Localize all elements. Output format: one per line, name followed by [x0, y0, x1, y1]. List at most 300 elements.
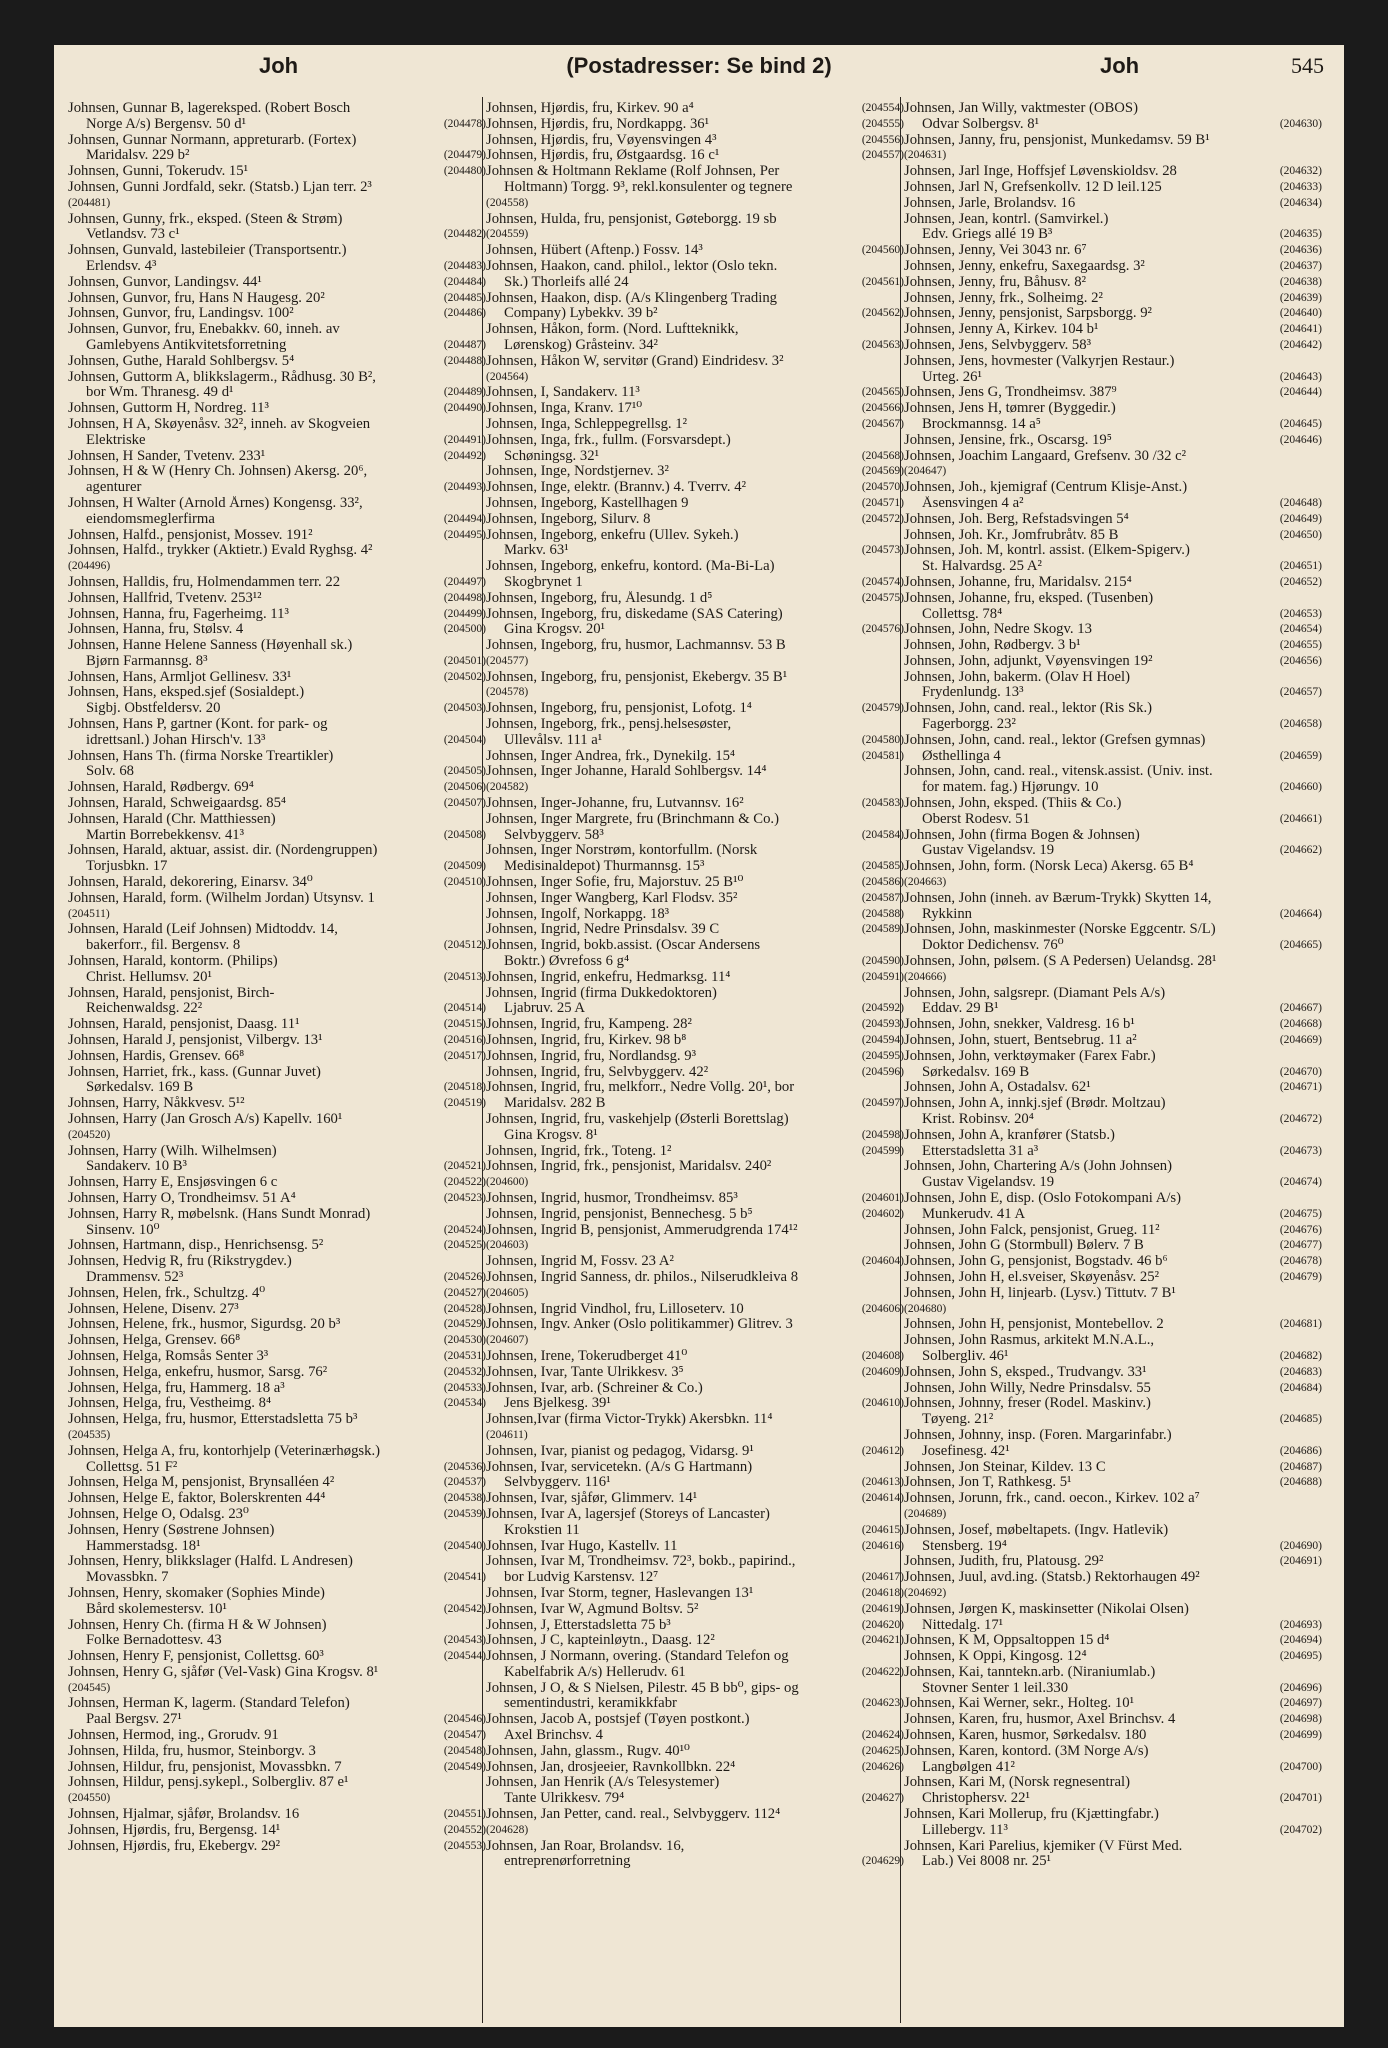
entry-text: Munkerudv. 41 A	[922, 1206, 1026, 1222]
directory-entry	[486, 101, 904, 117]
entry-number: (204613)	[861, 1476, 904, 1489]
entry-number: (204661)	[1279, 812, 1322, 825]
entry-number: (204629)	[861, 1855, 904, 1868]
directory-entry	[486, 1602, 904, 1618]
entry-number: (204612)	[861, 1444, 904, 1457]
entry-text: Johnsen, Hallfrid, Tvetenv. 253¹²	[68, 590, 262, 606]
entry-text: Johnsen, John, verktøymaker (Farex Fabr.)	[904, 1048, 1156, 1064]
entry-text: Etterstadsletta 31 a³	[922, 1143, 1039, 1159]
entry-text: Johnsen, Gunvor, fru, Landingsv. 100²	[68, 306, 294, 322]
entry-number: (204646)	[1279, 433, 1322, 446]
entry-number: (204634)	[1279, 196, 1322, 209]
directory-entry	[486, 1649, 904, 1681]
entry-text: Selvbyggerv. 58³	[504, 827, 604, 843]
directory-entry	[904, 1396, 1322, 1428]
directory-entry	[486, 1254, 904, 1270]
entry-number: (204581)	[861, 749, 904, 762]
entry-text: Johnsen, Håkon W, servitør (Grand) Eindridesv. 3²	[486, 353, 784, 369]
entry-text: Collettsg. 51 F²	[86, 1459, 178, 1475]
entry-number: (204636)	[1279, 244, 1322, 257]
entry-number: (204498)	[443, 591, 486, 604]
entry-number: (204635)	[1279, 228, 1322, 241]
entry-text: Johnsen, Jarl Inge, Hoffsjef Løvenskioldsv. 28	[904, 164, 1177, 180]
entry-text: Johnsen, Gunni, Tokerudv. 15¹	[68, 164, 249, 180]
entry-text: Johnsen, John, cand. real., vitensk.assist. (Univ. inst.	[904, 764, 1213, 780]
entry-text: Johnsen, Kari Parelius, kjemiker (V Fürst Med.	[904, 1838, 1183, 1854]
directory-entry	[486, 1223, 904, 1255]
directory-entry	[486, 243, 904, 259]
page-number: 545	[1291, 53, 1324, 78]
directory-entry	[904, 1460, 1322, 1476]
entry-text: Johnsen, Ivar, Tante Ulrikkesv. 3⁵	[486, 1364, 684, 1380]
directory-entry	[904, 638, 1322, 654]
directory-entry	[486, 291, 904, 323]
entry-text: Johnsen, Harald, aktuar, assist. dir. (Nordengruppen)	[68, 843, 378, 859]
entry-number: (204690)	[1279, 1539, 1322, 1552]
header-left-keyword: Joh	[259, 53, 299, 78]
entry-text: Rykkinn	[922, 906, 973, 922]
directory-entry	[486, 591, 904, 607]
directory-entry	[904, 543, 1322, 575]
entry-number: (204591)	[861, 970, 904, 983]
entry-text: Johnsen, Jens, Selvbyggerv. 58³	[904, 337, 1092, 353]
directory-entry	[68, 717, 486, 749]
entry-number: (204603)	[486, 1239, 529, 1252]
header-right-keyword: Joh	[1100, 53, 1140, 78]
directory-entry	[68, 954, 486, 986]
entry-number: (204674)	[1279, 1176, 1322, 1189]
directory-entry	[904, 1744, 1322, 1776]
entry-number: (204549)	[443, 1760, 486, 1773]
entry-text: Johnsen, John, stuert, Bentsebrug. 11 a²	[904, 1033, 1137, 1049]
entry-number: (204597)	[861, 1097, 904, 1110]
entry-number: (204644)	[1279, 386, 1322, 399]
directory-entry	[68, 575, 486, 591]
entry-number: (204637)	[1279, 259, 1322, 272]
entry-text: Johnsen, John H, el.sveiser, Skøyenåsv. 25²	[904, 1269, 1159, 1285]
entry-number: (204659)	[1279, 749, 1322, 762]
entry-number: (204607)	[486, 1334, 529, 1347]
entry-number: (204518)	[443, 1081, 486, 1094]
directory-entry	[68, 1491, 486, 1507]
directory-entry	[904, 591, 1322, 623]
entry-text: Johnsen, Harriet, frk., kass. (Gunnar Juvet)	[68, 1064, 321, 1080]
entry-text: Johnsen, Hjørdis, fru, Nordkappg. 36¹	[486, 116, 710, 132]
directory-entry	[904, 1270, 1322, 1286]
entry-text: Johnsen, Helen, frk., Schultzg. 4⁰	[68, 1285, 266, 1301]
directory-entry	[68, 401, 486, 417]
entry-text: Johnsen, Guthe, Harald Sohlbergsv. 5⁴	[68, 353, 295, 369]
entry-number: (204554)	[861, 102, 904, 114]
entry-number: (204656)	[1279, 654, 1322, 667]
directory-page	[54, 45, 1344, 2027]
entry-text: Johnsen, Ingeborg, Kastellhagen 9	[486, 495, 689, 511]
entry-number: (204532)	[443, 1365, 486, 1378]
entry-text: Johnsen, Joh. M, kontrl. assist. (Elkem-Spigerv.)	[904, 543, 1190, 559]
entry-text: Norge A/s) Bergensv. 50 d¹	[86, 116, 246, 132]
entry-text: Johnsen, Jens G, Trondheimsv. 387⁹	[904, 385, 1117, 401]
entry-number: (204601)	[861, 1191, 904, 1204]
entry-text: Johnsen, Hildur, pensj.sykepl., Solbergliv. 87 e¹	[68, 1775, 349, 1791]
directory-entry	[904, 922, 1322, 954]
entry-number: (204615)	[861, 1523, 904, 1536]
directory-entry	[904, 954, 1322, 986]
directory-entry	[68, 322, 486, 354]
entry-number: (204588)	[861, 907, 904, 920]
directory-entry	[904, 1523, 1322, 1555]
entry-number: (204685)	[1279, 1413, 1322, 1426]
directory-entry	[68, 1238, 486, 1254]
entry-text: Johnsen, H Walter (Arnold Årnes) Kongensg. 33²,	[68, 495, 363, 511]
entry-text: Gamlebyens Antikvitetsforretning	[86, 337, 287, 353]
directory-entry	[904, 1807, 1322, 1839]
entry-number: (204570)	[861, 481, 904, 494]
entry-text: Johnsen, Harry (Jan Grosch A/s) Kapellv. 160¹	[68, 1112, 343, 1127]
entry-number: (204528)	[443, 1302, 486, 1315]
entry-text: Johnsen, Josef, møbeltapets. (Ingv. Hatlevik)	[904, 1522, 1169, 1538]
entry-text: Schøningsg. 32¹	[504, 448, 599, 464]
entry-number: (204546)	[443, 1713, 486, 1726]
directory-entry	[486, 1539, 904, 1555]
entry-text: Oberst Rodesv. 51	[922, 811, 1030, 827]
entry-number: (204526)	[443, 1270, 486, 1283]
directory-entry	[904, 164, 1322, 180]
directory-entry	[68, 1349, 486, 1365]
entry-number: (204680)	[904, 1302, 947, 1315]
entry-text: Johnsen, Gunvor, fru, Enebakkv. 60, inneh. av	[68, 322, 340, 338]
entry-text: sementindustri, keramikkfabr	[504, 1696, 677, 1712]
entry-text: Johnsen, Ingrid, fru, Kirkev. 98 b⁸	[486, 1033, 687, 1049]
entry-number: (204655)	[1279, 639, 1322, 652]
entry-number: (204606)	[861, 1302, 904, 1315]
entry-number: (204696)	[1279, 1681, 1322, 1694]
entry-text: Johnsen, Jenny, Vei 3043 nr. 6⁷	[904, 243, 1087, 259]
entry-number: (204617)	[861, 1571, 904, 1584]
directory-column-2	[486, 101, 904, 2021]
entry-number: (204616)	[861, 1539, 904, 1552]
entry-number: (204631)	[904, 149, 947, 162]
entry-text: Paal Bergsv. 27¹	[86, 1712, 182, 1728]
directory-entry	[68, 101, 486, 133]
entry-text: Johnsen, John (inneh. av Bærum-Trykk) Skytten 14,	[904, 890, 1212, 906]
entry-number: (204487)	[443, 338, 486, 351]
entry-text: Johnsen, Jacob A, postsjef (Tøyen postkont.)	[486, 1712, 750, 1728]
entry-number: (204585)	[861, 860, 904, 873]
entry-number: (204692)	[904, 1586, 947, 1599]
entry-text: Selvbyggerv. 116¹	[504, 1475, 611, 1491]
directory-entry	[904, 1696, 1322, 1712]
directory-entry	[68, 685, 486, 717]
directory-entry	[68, 1586, 486, 1618]
entry-text: Johnsen, Ingeborg, fru, husmor, Lachmannsv. 53 B	[486, 638, 786, 654]
directory-entry	[68, 1049, 486, 1065]
entry-text: Johnsen, Ivar M, Trondheimsv. 72³, bokb., papirind.,	[486, 1554, 796, 1570]
entry-text: Elektriske	[86, 432, 146, 448]
directory-entry	[486, 401, 904, 417]
entry-text: Lab.) Vei 8008 nr. 25¹	[922, 1854, 1051, 1870]
entry-text: Johnsen, Jenny A, Kirkev. 104 b¹	[904, 322, 1099, 338]
directory-entry	[68, 1065, 486, 1097]
entry-number: (204589)	[861, 923, 904, 936]
directory-entry	[486, 1065, 904, 1081]
entry-text: Johnsen, Ingeborg, Silurv. 8	[486, 511, 651, 527]
entry-number: (204483)	[443, 259, 486, 272]
entry-number: (204497)	[443, 575, 486, 588]
directory-entry	[486, 875, 904, 891]
entry-text: Johnsen, Hartmann, disp., Henrichsensg. 5²	[68, 1238, 324, 1254]
entry-number: (204683)	[1279, 1365, 1322, 1378]
directory-entry	[68, 1696, 486, 1728]
directory-entry	[68, 1191, 486, 1207]
entry-number: (204500)	[443, 623, 486, 636]
entry-number: (204502)	[443, 670, 486, 683]
entry-text: Johnsen, Hanne Helene Sanness (Høyenhall sk.)	[68, 638, 353, 654]
entry-text: Krokstien 11	[504, 1522, 580, 1538]
directory-entry	[486, 164, 904, 211]
entry-number: (204641)	[1279, 323, 1322, 336]
entry-number: (204672)	[1279, 1113, 1322, 1125]
entry-text: entreprenørforretning	[504, 1854, 631, 1870]
entry-number: (204599)	[861, 1144, 904, 1157]
entry-text: Johnsen, Ingrid, fru, Nordlandsg. 9³	[486, 1048, 696, 1064]
entry-text: Johnsen, Jens H, tømrer (Byggedir.)	[904, 401, 1116, 417]
directory-entry	[486, 417, 904, 433]
entry-number: (204551)	[443, 1808, 486, 1821]
entry-number: (204490)	[443, 402, 486, 415]
directory-entry	[68, 496, 486, 528]
directory-entry	[68, 607, 486, 623]
entry-number: (204531)	[443, 1349, 486, 1362]
directory-entry	[904, 1049, 1322, 1081]
directory-entry	[68, 417, 486, 449]
directory-entry	[486, 1633, 904, 1649]
entry-number: (204523)	[443, 1191, 486, 1204]
entry-text: Johnsen, John Falck, pensjonist, Grueg. 11²	[904, 1222, 1160, 1238]
entry-text: Axel Brinchsv. 4	[504, 1728, 603, 1744]
entry-text: Johnsen, Karen, kontord. (3M Norge A/s)	[904, 1743, 1149, 1759]
entry-number: (204491)	[443, 433, 486, 446]
directory-entry	[486, 812, 904, 844]
directory-entry	[486, 1207, 904, 1223]
directory-entry	[486, 764, 904, 796]
entry-number: (204519)	[443, 1097, 486, 1110]
entry-number: (204618)	[861, 1586, 904, 1599]
entry-text: Johnsen, Ingrid Sanness, dr. philos., Nilserudkleiva 8	[486, 1269, 799, 1285]
entry-text: Johnsen, Hjørdis, fru, Vøyensvingen 4³	[486, 132, 717, 148]
directory-entry	[68, 543, 486, 575]
entry-text: Johnsen, Kai, tanntekn.arb. (Niraniumlab.)	[904, 1664, 1156, 1680]
entry-text: Solv. 68	[86, 764, 135, 780]
directory-entry	[904, 275, 1322, 291]
entry-text: Johnsen, Jenny, frk., Solheimg. 2²	[904, 290, 1103, 306]
entry-number: (204608)	[861, 1349, 904, 1362]
entry-number: (204538)	[443, 1492, 486, 1505]
directory-entry	[904, 1238, 1322, 1254]
entry-text: bakerforr., fil. Bergensv. 8	[86, 938, 241, 954]
directory-entry	[904, 449, 1322, 481]
directory-entry	[68, 670, 486, 686]
directory-entry	[68, 354, 486, 370]
entry-text: Johnsen, John, Rødbergv. 3 b¹	[904, 638, 1081, 654]
directory-entry	[904, 670, 1322, 702]
directory-entry	[904, 1128, 1322, 1160]
directory-entry	[68, 749, 486, 781]
directory-entry	[486, 1412, 904, 1444]
directory-entry	[68, 1823, 486, 1839]
entry-text: Johnsen, Harald, Schweigaardsg. 85⁴	[68, 796, 287, 812]
directory-entry	[904, 701, 1322, 733]
entry-text: Johnsen, Hjørdis, fru, Bergensg. 14¹	[68, 1822, 281, 1838]
entry-text: Torjusbkn. 17	[86, 859, 168, 875]
directory-entry	[904, 1428, 1322, 1460]
entry-text: Johnsen, Helga, fru, husmor, Etterstadsletta 75 b³	[68, 1412, 358, 1428]
entry-text: Johnsen, Inge, elektr. (Brannv.) 4. Tverrv. 4²	[486, 480, 747, 496]
directory-entry	[904, 1381, 1322, 1397]
directory-entry	[486, 1839, 904, 1871]
entry-number: (204569)	[861, 465, 904, 478]
entry-number: (204564)	[486, 370, 529, 383]
entry-number: (204578)	[486, 686, 529, 699]
directory-entry	[68, 1096, 486, 1112]
entry-number: (204700)	[1279, 1760, 1322, 1773]
entry-text: Johnsen, Karen, husmor, Sørkedalsv. 180	[904, 1728, 1147, 1744]
entry-text: Gustav Vigelandsv. 19	[922, 1175, 1055, 1191]
entry-text: Johnsen, Jan Henrik (A/s Telesystemer)	[486, 1775, 720, 1791]
directory-entry	[486, 1270, 904, 1302]
directory-entry	[486, 1159, 904, 1191]
entry-number: (204572)	[861, 512, 904, 525]
directory-entry	[68, 1381, 486, 1397]
directory-entry	[904, 828, 1322, 860]
entry-text: Doktor Dedichensv. 76⁰	[922, 938, 1064, 954]
entry-text: Johnsen, John, eksped. (Thiis & Co.)	[904, 796, 1122, 812]
entry-text: Johnsen, Joachim Langaard, Grefsenv. 30 /32 c²	[904, 448, 1187, 464]
entry-text: Johnsen, Jorunn, frk., cand. oecon., Kirkev. 102 a⁷	[904, 1491, 1200, 1507]
directory-entry	[68, 1475, 486, 1491]
entry-number: (204688)	[1279, 1476, 1322, 1489]
entry-number: (204484)	[443, 275, 486, 288]
entry-number: (204682)	[1279, 1349, 1322, 1362]
directory-entry	[486, 796, 904, 812]
directory-entry	[68, 1144, 486, 1176]
directory-entry	[68, 1365, 486, 1381]
directory-entry	[486, 986, 904, 1018]
directory-entry	[904, 1365, 1322, 1381]
entry-text: Johnsen, Hübert (Aftenp.) Fossv. 14³	[486, 243, 703, 259]
entry-text: Johnsen, Inger Wangberg, Karl Flodsv. 35²	[486, 890, 738, 906]
entry-number: (204512)	[443, 939, 486, 952]
entry-number: (204545)	[68, 1681, 111, 1694]
entry-text: Johnsen, John Rasmus, arkitekt M.N.A.L.,	[904, 1333, 1155, 1349]
entry-number: (204611)	[486, 1428, 528, 1441]
entry-text: Johnsen, Ingeborg, frk., pensj.helsesøster,	[486, 717, 732, 733]
entry-text: Johnsen, Johnny, insp. (Foren. Margarinfabr.)	[904, 1427, 1172, 1443]
directory-entry	[904, 1475, 1322, 1491]
directory-entry	[486, 1191, 904, 1207]
directory-entry	[68, 1775, 486, 1807]
entry-number: (204524)	[443, 1223, 486, 1236]
entry-text: St. Halvardsg. 25 A²	[922, 559, 1042, 575]
entry-number: (204600)	[486, 1176, 529, 1189]
entry-number: (204604)	[861, 1255, 904, 1268]
directory-entry	[68, 875, 486, 891]
entry-text: Solbergliv. 46¹	[922, 1348, 1009, 1364]
entry-number: (204559)	[486, 228, 529, 241]
entry-number: (204515)	[443, 1018, 486, 1031]
entry-number: (204485)	[443, 291, 486, 304]
entry-number: (204670)	[1279, 1065, 1322, 1078]
entry-text: Johnsen, Hans, eksped.sjef (Sosialdept.)	[68, 685, 305, 701]
entry-text: Johnsen, John H, linjearb. (Lysv.) Tittutv. 7 B¹	[904, 1285, 1176, 1301]
directory-entry	[486, 1775, 904, 1807]
entry-number: (204590)	[861, 955, 904, 968]
entry-number: (204513)	[443, 970, 486, 983]
entry-text: Johnsen, Halfd., trykker (Aktietr.) Evald Ryghsg. 4²	[68, 543, 373, 559]
entry-text: Christophersv. 22¹	[922, 1791, 1030, 1807]
entry-text: Johnsen, Gunni Jordfald, sekr. (Statsb.) Ljan terr. 2³	[68, 179, 372, 195]
directory-entry	[486, 148, 904, 164]
entry-text: Johnsen, Håkon, form. (Nord. Luftteknikk,	[486, 322, 739, 338]
directory-entry	[68, 1760, 486, 1776]
entry-text: Johnsen, Gunnar B, lagereksped. (Robert Bosch	[68, 101, 351, 116]
entry-text: Johnsen, Jens, hovmester (Valkyrjen Restaur.)	[904, 353, 1175, 369]
directory-entry	[68, 164, 486, 180]
entry-text: Johnsen, Hans P, gartner (Kont. for park- og	[68, 717, 328, 733]
directory-entry	[904, 1017, 1322, 1033]
entry-text: Johnsen, Jan Roar, Brolandsv. 16,	[486, 1838, 685, 1854]
entry-text: Bård skolemestersv. 10¹	[86, 1601, 227, 1617]
entry-number: (204563)	[861, 338, 904, 351]
entry-text: Johnsen, John S, eksped., Trudvangv. 33¹	[904, 1364, 1147, 1380]
entry-text: Lørenskog) Gråsteinv. 34²	[504, 337, 658, 353]
entry-text: Johnsen, Hans Th. (firma Norske Treartikler)	[68, 748, 334, 764]
directory-entry	[486, 1017, 904, 1033]
entry-text: Johnsen, H A, Skøyenåsv. 32², inneh. av Skogveien	[68, 416, 371, 432]
entry-text: Johnsen, John A, Ostadalsv. 62¹	[904, 1080, 1091, 1096]
entry-number: (204654)	[1279, 623, 1322, 636]
entry-text: Johnsen, Ingrid, frk., Toteng. 1²	[486, 1143, 672, 1159]
directory-entry	[68, 1507, 486, 1523]
directory-entry	[486, 1033, 904, 1049]
entry-number: (204667)	[1279, 1002, 1322, 1015]
entry-text: Johnsen, Ivar Hugo, Kastellv. 11	[486, 1538, 678, 1554]
entry-text: Johnsen, Inga, Kranv. 17¹⁰	[486, 401, 643, 417]
entry-number: (204503)	[443, 702, 486, 715]
entry-text: Johnsen, Haakon, disp. (A/s Klingenberg Trading	[486, 290, 778, 306]
directory-entry	[68, 212, 486, 244]
entry-number: (204537)	[443, 1476, 486, 1489]
entry-number: (204698)	[1279, 1713, 1322, 1726]
entry-number: (204673)	[1279, 1144, 1322, 1157]
entry-text: Tøyeng. 21²	[922, 1412, 994, 1428]
entry-text: Eddav. 29 B¹	[922, 1001, 999, 1017]
entry-text: Johnsen, Ingrid, fru, melkforr., Nedre Vollg. 20¹, bor	[486, 1080, 795, 1096]
entry-text: Johnsen, John, form. (Norsk Leca) Akersg. 65 B⁴	[904, 859, 1194, 875]
entry-text: Johnsen, John E, disp. (Oslo Fotokompani A/s)	[904, 1190, 1182, 1206]
entry-number: (204584)	[861, 828, 904, 841]
directory-entry	[486, 433, 904, 465]
entry-number: (204639)	[1279, 291, 1322, 304]
entry-text: Johnsen, Joh., kjemigraf (Centrum Klisje-Anst.)	[904, 480, 1188, 496]
entry-number: (204505)	[443, 765, 486, 778]
entry-text: Johnsen, K Oppi, Kingosg. 12⁴	[904, 1649, 1087, 1665]
entry-text: Johnsen, John, bakerm. (Olav H Hoel)	[904, 669, 1130, 685]
entry-number: (204529)	[443, 1318, 486, 1331]
entry-text: Gina Krogsv. 20¹	[504, 622, 605, 638]
entry-text: Odvar Solbergsv. 8¹	[922, 116, 1039, 132]
entry-number: (204488)	[443, 354, 486, 367]
entry-number: (204510)	[443, 876, 486, 889]
